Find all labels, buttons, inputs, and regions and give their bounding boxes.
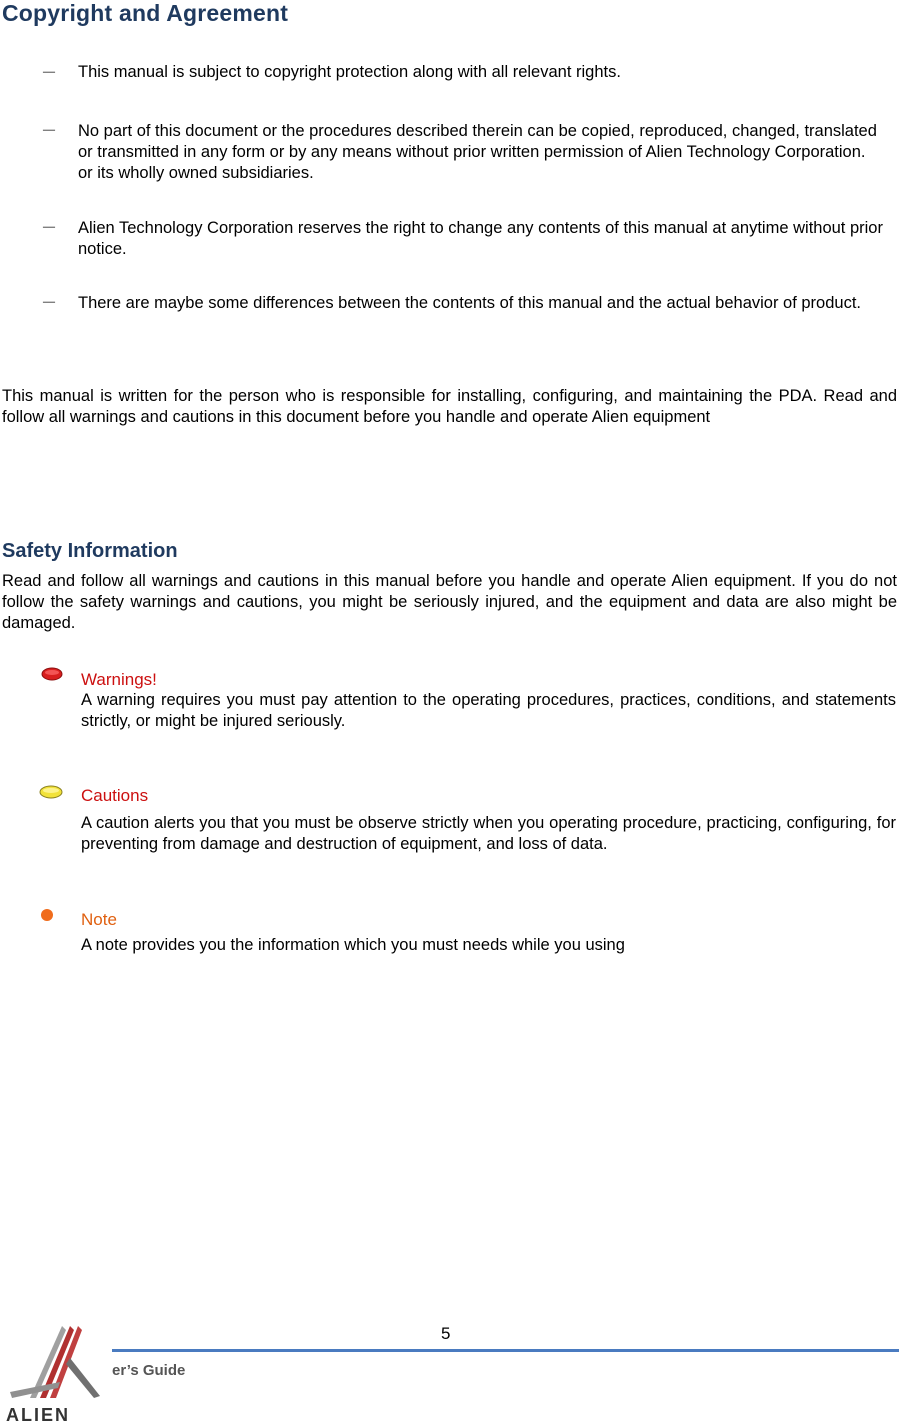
dash-bullet: － xyxy=(41,123,58,140)
footer-guide-text: er’s Guide xyxy=(112,1362,186,1379)
dash-bullet: － xyxy=(41,220,58,237)
footer-rule xyxy=(110,1349,899,1352)
copyright-item: This manual is subject to copyright protection along with all relevant rights. xyxy=(78,63,621,81)
note-bullet-icon xyxy=(40,908,54,922)
caution-title: Cautions xyxy=(81,786,149,805)
warning-title: Warnings! xyxy=(81,670,157,689)
warning-body: A warning requires you must pay attention to the operating procedures, practices, conditions, and statements strictly, or might be injured seriously. xyxy=(81,691,896,730)
copyright-heading: Copyright and Agreement xyxy=(2,0,289,26)
alien-logo xyxy=(0,1318,112,1425)
caution-icon xyxy=(38,784,64,800)
caution-body: A caution alerts you that you must be observe strictly when you operating procedure, practicing, configuring, for preventing from damage and destruction of equipment, and loss of data. xyxy=(81,814,896,853)
warning-icon xyxy=(40,666,64,682)
note-title: Note xyxy=(81,910,117,929)
note-body: A note provides you the information which you must needs while you using xyxy=(81,936,625,954)
dash-bullet: － xyxy=(41,65,58,82)
copyright-item: Alien Technology Corporation reserves the right to change any contents of this manual at anytime without prior notice. xyxy=(78,219,883,258)
safety-paragraph: Read and follow all warnings and cautions in this manual before you handle and operate Alien equipment. If you do not follow the safety warnings and cautions, you might be seriously injured, and the equipment and data are also might be damaged. xyxy=(2,572,897,632)
dash-bullet: － xyxy=(41,295,58,312)
safety-heading: Safety Information xyxy=(2,540,178,562)
copyright-item: No part of this document or the procedures described therein can be copied, reproduced, changed, translated or transmitted in any form or by any means without prior written permission of Alien Technology Corporation. or its wholly owned subsidiaries. xyxy=(78,122,877,182)
page-number: 5 xyxy=(441,1324,451,1343)
copyright-item: There are maybe some differences between the contents of this manual and the actual behavior of product. xyxy=(78,294,862,312)
intro-paragraph: This manual is written for the person who is responsible for installing, configuring, and maintaining the PDA. Read and follow all warnings and cautions in this document before you handle and operate Alien equipment xyxy=(2,387,897,426)
logo-text: ALIEN xyxy=(6,1405,70,1425)
